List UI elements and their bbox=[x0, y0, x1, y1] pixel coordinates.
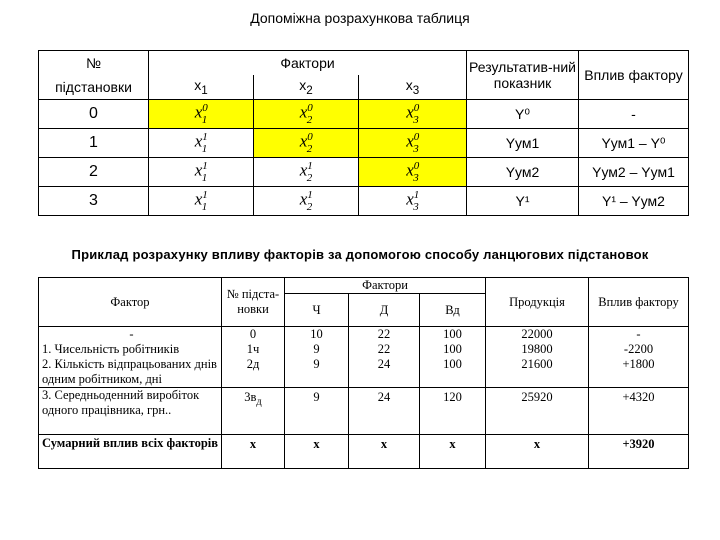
substitution-row bbox=[39, 100, 689, 129]
row-number: 3 bbox=[39, 187, 149, 216]
factor-value-f2: $x^1_2$ bbox=[254, 158, 359, 187]
substitution-no-cell: $3в_д$ bbox=[222, 388, 285, 435]
substitution-row bbox=[39, 129, 689, 158]
factor-cell bbox=[39, 327, 222, 388]
row-number: 1 bbox=[39, 129, 149, 158]
header-d: Д bbox=[349, 294, 420, 327]
ch-value: 9 bbox=[313, 357, 320, 371]
header-influence: Вплив фактору bbox=[589, 278, 689, 327]
factor-cell: 3. Середньоденний виробіток одного працівника, грн.. bbox=[39, 388, 222, 435]
influence-value: - bbox=[636, 327, 641, 341]
vd-cell bbox=[420, 327, 486, 388]
total-influence: +3920 bbox=[589, 435, 689, 469]
section-subtitle: Приклад розрахунку впливу факторів за допомогою способу ланцюгових підстановок bbox=[71, 247, 649, 262]
factor-value-f3: $x^0_3$ bbox=[359, 100, 467, 129]
influence-cell: +4320 bbox=[589, 388, 689, 435]
factor-value-f2: $x^1_2$ bbox=[254, 187, 359, 216]
substitution-table bbox=[38, 50, 689, 216]
total-vd: х bbox=[420, 435, 486, 469]
influence-value: +1800 bbox=[622, 357, 655, 371]
header-no-line2: підстановки bbox=[39, 75, 149, 100]
table2-total-row bbox=[39, 435, 689, 469]
factor-value-f1: $x^1_1$ bbox=[149, 129, 254, 158]
example-table bbox=[38, 277, 689, 469]
header-factor: Фактор bbox=[39, 278, 222, 327]
table1-header-row-1 bbox=[39, 51, 689, 76]
total-production: х bbox=[486, 435, 589, 469]
ch-value: 10 bbox=[310, 327, 323, 341]
header-x1: $x_1$ bbox=[149, 75, 254, 100]
header-factors: Фактори bbox=[285, 278, 486, 294]
factor-value-f3: $x^0_3$ bbox=[359, 158, 467, 187]
header-ch: Ч bbox=[285, 294, 349, 327]
header-production: Продукція bbox=[486, 278, 589, 327]
vd-value: 100 bbox=[443, 342, 462, 356]
influence-value: Yум2 – Yум1 bbox=[579, 158, 689, 187]
influence-value: - bbox=[579, 100, 689, 129]
influence-value: Yум1 – Y⁰ bbox=[579, 129, 689, 158]
result-value: Yум2 bbox=[467, 158, 579, 187]
header-no: № bbox=[39, 51, 149, 76]
production-cell bbox=[486, 327, 589, 388]
table2-data-block bbox=[39, 327, 689, 388]
vd-value: 100 bbox=[443, 357, 462, 371]
d-value: 24 bbox=[377, 357, 391, 371]
substitution-row bbox=[39, 187, 689, 216]
header-vd: Вд bbox=[420, 294, 486, 327]
d-value: 22 bbox=[377, 327, 391, 341]
ch-value: 9 bbox=[313, 342, 320, 356]
production-value: 22000 bbox=[521, 327, 553, 341]
table2-row-3 bbox=[39, 388, 689, 435]
total-ch: х bbox=[285, 435, 349, 469]
header-x2: $x_2$ bbox=[254, 75, 359, 100]
d-cell: 24 bbox=[349, 388, 420, 435]
influence-cell bbox=[589, 327, 689, 388]
production-value: 21600 bbox=[521, 357, 553, 371]
factor-value-f1: $x^0_1$ bbox=[149, 100, 254, 129]
substitution-row bbox=[39, 158, 689, 187]
row-number: 0 bbox=[39, 100, 149, 129]
production-value: 19800 bbox=[521, 342, 553, 356]
ch-cell: 9 bbox=[285, 388, 349, 435]
header-result: Результатив-ний показник bbox=[467, 51, 579, 100]
row-number: 2 bbox=[39, 158, 149, 187]
influence-value: -2200 bbox=[623, 342, 654, 356]
no-value: 1ч bbox=[246, 342, 260, 356]
page-title: Допоміжна розрахункова таблиця bbox=[250, 10, 470, 26]
ch-cell bbox=[285, 327, 349, 388]
result-value: Y¹ bbox=[467, 187, 579, 216]
total-label: Сумарний вплив всіх факторів bbox=[39, 435, 222, 469]
factor-value-f3: $x^0_3$ bbox=[359, 129, 467, 158]
factor-value-f2: $x^0_2$ bbox=[254, 100, 359, 129]
table2-header-row-1 bbox=[39, 278, 689, 294]
no-value: 2д bbox=[246, 357, 260, 371]
header-x3: $x_3$ bbox=[359, 75, 467, 100]
vd-cell: 120 bbox=[420, 388, 486, 435]
header-substitution-no: № підста-новки bbox=[222, 278, 285, 327]
header-factors: Фактори bbox=[149, 51, 467, 76]
vd-value: 100 bbox=[443, 327, 462, 341]
total-d: х bbox=[349, 435, 420, 469]
result-value: Yум1 bbox=[467, 129, 579, 158]
influence-value: Y¹ – Yум2 bbox=[579, 187, 689, 216]
substitution-no-cell bbox=[222, 327, 285, 388]
factor-line-1: 1. Чисельність робітників bbox=[42, 342, 180, 356]
factor-value-f2: $x^0_2$ bbox=[254, 129, 359, 158]
factor-line-0: - bbox=[129, 327, 134, 341]
factor-value-f1: $x^1_1$ bbox=[149, 158, 254, 187]
factor-value-f3: $x^1_3$ bbox=[359, 187, 467, 216]
production-cell: 25920 bbox=[486, 388, 589, 435]
factor-line-2: 2. Кількість відпрацьованих днів одним робітником, дні bbox=[42, 357, 217, 386]
d-value: 22 bbox=[377, 342, 391, 356]
factor-value-f1: $x^1_1$ bbox=[149, 187, 254, 216]
result-value: Y⁰ bbox=[467, 100, 579, 129]
no-value: 0 bbox=[249, 327, 257, 341]
d-cell bbox=[349, 327, 420, 388]
total-no: х bbox=[222, 435, 285, 469]
header-influence: Вплив фактору bbox=[579, 51, 689, 100]
